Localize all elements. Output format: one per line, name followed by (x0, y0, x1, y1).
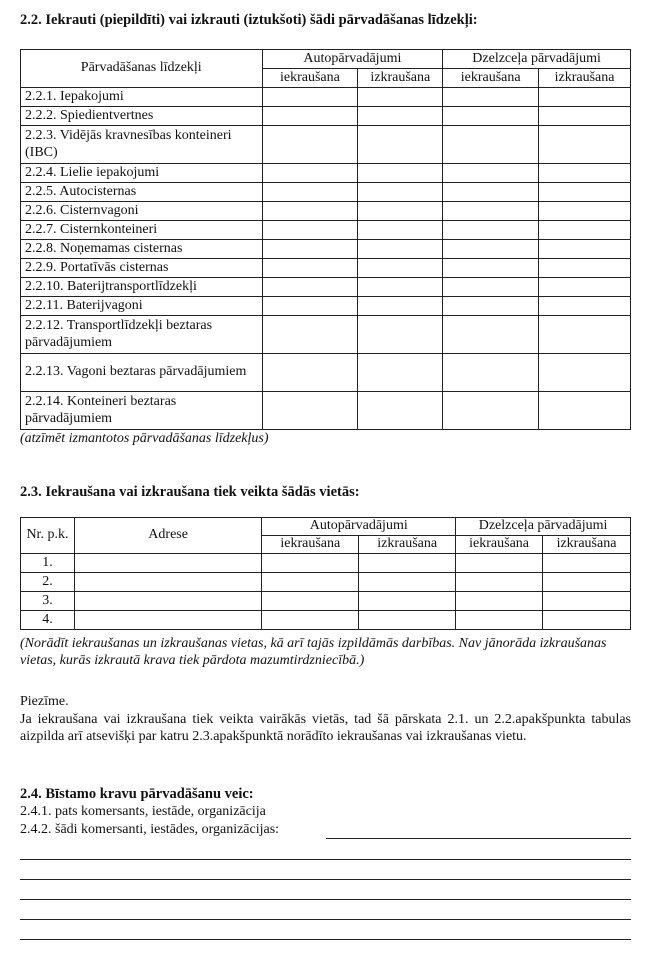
option-2-4-2: 2.4.2. šādi komersanti, iestādes, organizācijas: (20, 822, 280, 837)
checkbox-cell[interactable] (443, 297, 539, 316)
checkbox-cell[interactable] (262, 297, 358, 316)
fill-line[interactable] (20, 939, 631, 940)
location-cell[interactable] (359, 554, 456, 573)
transport-row-label: 2.2.10. Baterijtransportlīdzekļi (21, 278, 263, 297)
checkbox-cell[interactable] (539, 183, 631, 202)
transport-row-label: 2.2.7. Cisternkonteineri (21, 221, 263, 240)
checkbox-cell[interactable] (358, 354, 443, 392)
section-2-4-heading: 2.4. Bīstamo kravu pārvadāšanu veic: (20, 786, 254, 802)
checkbox-cell[interactable] (358, 316, 443, 354)
checkbox-cell[interactable] (262, 316, 358, 354)
transport-row-label: 2.2.9. Portatīvās cisternas (21, 259, 263, 278)
transport-row-label: 2.2.2. Spiedientvertnes (21, 107, 263, 126)
col-rail-transport-2: Dzelzceļa pārvadājumi (456, 518, 631, 536)
location-cell[interactable] (262, 573, 359, 592)
checkbox-cell[interactable] (358, 297, 443, 316)
checkbox-cell[interactable] (358, 183, 443, 202)
checkbox-cell[interactable] (443, 107, 539, 126)
fill-line[interactable] (20, 899, 631, 900)
checkbox-cell[interactable] (262, 107, 358, 126)
location-row-number: 4. (21, 611, 75, 630)
checkbox-cell[interactable] (539, 202, 631, 221)
checkbox-cell[interactable] (539, 278, 631, 297)
option-2-4-1: 2.4.1. pats komersants, iestāde, organizācija (20, 804, 266, 819)
transport-row (21, 221, 631, 240)
location-cell[interactable] (456, 573, 543, 592)
location-row-number: 3. (21, 592, 75, 611)
transport-row (21, 88, 631, 107)
transport-row-label: 2.2.5. Autocisternas (21, 183, 263, 202)
checkbox-cell[interactable] (358, 392, 443, 430)
fill-line[interactable] (326, 838, 631, 839)
checkbox-cell[interactable] (262, 259, 358, 278)
location-row-number: 1. (21, 554, 75, 573)
location-row (21, 573, 631, 592)
transport-row (21, 183, 631, 202)
checkbox-cell[interactable] (443, 183, 539, 202)
checkbox-cell[interactable] (262, 221, 358, 240)
checkbox-cell[interactable] (262, 164, 358, 183)
checkbox-cell[interactable] (539, 316, 631, 354)
checkbox-cell[interactable] (539, 354, 631, 392)
checkbox-cell[interactable] (262, 240, 358, 259)
transport-row-label: 2.2.11. Baterijvagoni (21, 297, 263, 316)
checkbox-cell[interactable] (443, 259, 539, 278)
location-cell[interactable] (359, 611, 456, 630)
checkbox-cell[interactable] (443, 392, 539, 430)
transport-row-label: 2.2.3. Vidējās kravnesības konteineri (IBC) (21, 126, 263, 164)
address-cell[interactable] (74, 573, 261, 592)
checkbox-cell[interactable] (358, 88, 443, 107)
transport-row (21, 164, 631, 183)
location-row (21, 554, 631, 573)
checkbox-cell[interactable] (443, 354, 539, 392)
transport-row (21, 107, 631, 126)
sub-road-loading-2: iekraušana (262, 536, 359, 554)
checkbox-cell[interactable] (539, 164, 631, 183)
checkbox-cell[interactable] (358, 221, 443, 240)
transport-row-label: 2.2.4. Lielie iepakojumi (21, 164, 263, 183)
checkbox-cell[interactable] (262, 392, 358, 430)
transport-row-label: 2.2.8. Noņemamas cisternas (21, 240, 263, 259)
checkbox-cell[interactable] (262, 354, 358, 392)
checkbox-cell[interactable] (358, 107, 443, 126)
checkbox-cell[interactable] (358, 164, 443, 183)
fill-line[interactable] (20, 879, 631, 880)
checkbox-cell[interactable] (539, 297, 631, 316)
checkbox-cell[interactable] (358, 278, 443, 297)
checkbox-cell[interactable] (539, 240, 631, 259)
transport-row (21, 278, 631, 297)
checkbox-cell[interactable] (539, 221, 631, 240)
checkbox-cell[interactable] (262, 126, 358, 164)
location-cell[interactable] (543, 592, 631, 611)
transport-means-table (20, 49, 631, 430)
transport-row-label: 2.2.1. Iepakojumi (21, 88, 263, 107)
col-nr-label: Nr. p.k. (26, 527, 69, 543)
checkbox-cell[interactable] (539, 259, 631, 278)
checkbox-cell[interactable] (358, 126, 443, 164)
sub-rail-loading-2: iekraušana (456, 536, 543, 554)
checkbox-cell[interactable] (443, 164, 539, 183)
transport-row (21, 354, 631, 392)
col-road-transport: Autopārvadājumi (262, 50, 443, 69)
sub-rail-unloading: izkraušana (539, 69, 631, 88)
checkbox-cell[interactable] (443, 202, 539, 221)
address-cell[interactable] (74, 592, 261, 611)
sub-road-unloading: izkraušana (358, 69, 443, 88)
checkbox-cell[interactable] (539, 126, 631, 164)
location-cell[interactable] (262, 611, 359, 630)
location-cell[interactable] (262, 592, 359, 611)
section-2-2-heading: 2.2. Iekrauti (piepildīti) vai izkrauti (iztukšoti) šādi pārvadāšanas līdzekļi: (20, 12, 478, 28)
location-row (21, 611, 631, 630)
transport-row-label: 2.2.6. Cisternvagoni (21, 202, 263, 221)
transport-row (21, 259, 631, 278)
location-cell[interactable] (359, 592, 456, 611)
col-rail-transport: Dzelzceļa pārvadājumi (443, 50, 631, 69)
sub-road-loading: iekraušana (262, 69, 358, 88)
location-cell[interactable] (359, 573, 456, 592)
location-row (21, 592, 631, 611)
checkbox-cell[interactable] (358, 259, 443, 278)
col-address: Adrese (74, 518, 261, 554)
checkbox-cell[interactable] (262, 278, 358, 297)
address-cell[interactable] (74, 554, 261, 573)
checkbox-cell[interactable] (443, 126, 539, 164)
col-road-transport-2: Autopārvadājumi (262, 518, 456, 536)
transport-row-label: 2.2.14. Konteineri beztaras pārvadājumiem (21, 392, 263, 430)
checkbox-cell[interactable] (262, 202, 358, 221)
checkbox-cell[interactable] (443, 278, 539, 297)
transport-row (21, 240, 631, 259)
checkbox-cell[interactable] (443, 316, 539, 354)
checkbox-cell[interactable] (262, 88, 358, 107)
locations-table (20, 517, 631, 630)
location-cell[interactable] (543, 611, 631, 630)
transport-row (21, 126, 631, 164)
location-cell[interactable] (456, 592, 543, 611)
sub-rail-loading: iekraušana (443, 69, 539, 88)
section-2-3-note: (Norādīt iekraušanas un izkraušanas vietas, kā arī tajās izpildāmās darbības. Nav jānorāda izkraušanas vietas, kurās izkrautā krava tiek pārdota mazumtirdzniecībā.) (20, 636, 607, 668)
section-2-3-heading: 2.3. Iekraušana vai izkraušana tiek veikta šādās vietās: (20, 484, 360, 500)
checkbox-cell[interactable] (443, 88, 539, 107)
location-cell[interactable] (543, 554, 631, 573)
fill-line[interactable] (20, 919, 631, 920)
remark-title: Piezīme. (20, 694, 69, 709)
transport-row (21, 392, 631, 430)
location-cell[interactable] (456, 554, 543, 573)
fill-line[interactable] (20, 859, 631, 860)
checkbox-cell[interactable] (539, 392, 631, 430)
sub-road-unloading-2: izkraušana (359, 536, 456, 554)
section-2-2-note: (atzīmēt izmantotos pārvadāšanas līdzekļus) (20, 431, 269, 446)
checkbox-cell[interactable] (358, 240, 443, 259)
checkbox-cell[interactable] (539, 107, 631, 126)
col-nr (21, 518, 75, 554)
checkbox-cell[interactable] (262, 183, 358, 202)
location-cell[interactable] (262, 554, 359, 573)
transport-row (21, 297, 631, 316)
remark-text: Ja iekraušana vai izkraušana tiek veikta vairākās vietās, tad šā pārskata 2.1. un 2.2.apakšpunkta tabulas aizpilda arī atsevišķi par katru 2.3.apakšpunktā norādīto iekraušanas vai izkraušanas vietu. (20, 712, 631, 744)
transport-row-label: 2.2.12. Transportlīdzekļi beztaras pārvadājumiem (21, 316, 263, 354)
transport-row-label: 2.2.13. Vagoni beztaras pārvadājumiem (21, 354, 263, 392)
checkbox-cell[interactable] (443, 240, 539, 259)
checkbox-cell[interactable] (539, 88, 631, 107)
transport-row (21, 202, 631, 221)
sub-rail-unloading-2: izkraušana (543, 536, 631, 554)
transport-row (21, 316, 631, 354)
location-cell[interactable] (456, 611, 543, 630)
checkbox-cell[interactable] (358, 202, 443, 221)
location-cell[interactable] (543, 573, 631, 592)
checkbox-cell[interactable] (443, 221, 539, 240)
location-row-number: 2. (21, 573, 75, 592)
address-cell[interactable] (74, 611, 261, 630)
col-transport-means: Pārvadāšanas līdzekļi (21, 50, 263, 88)
